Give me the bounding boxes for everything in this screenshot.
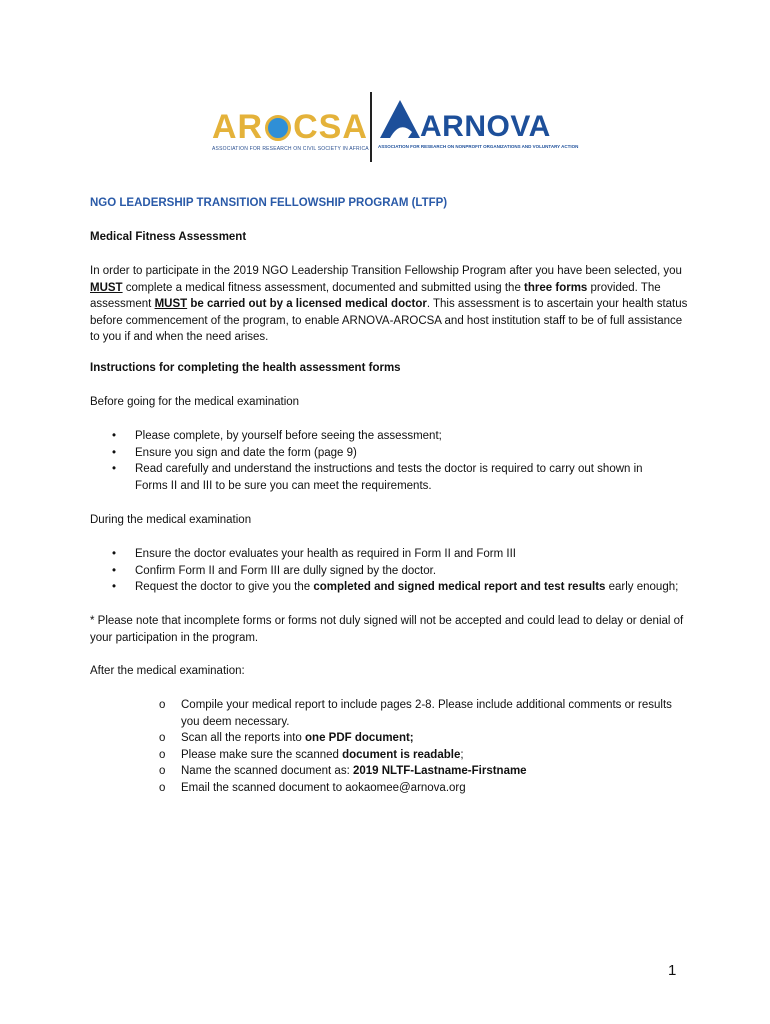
note-paragraph: * Please note that incomplete forms or forms not duly signed will not be accepted and could lead to delay or denial of your participation in the program. (90, 615, 684, 644)
arocsa-logo (212, 110, 372, 152)
list-item: o Email the scanned document to aokaomee@arnova.org (159, 781, 466, 794)
logo-divider (370, 92, 372, 162)
list-item: o Please make sure the scanned document is readable; (159, 748, 464, 761)
section-heading: Medical Fitness Assessment (90, 231, 247, 243)
arnova-logo (378, 98, 588, 149)
list-item: • Request the doctor to give you the completed and signed medical report and test results early enough; (112, 581, 679, 593)
arnova-triangle-icon (378, 98, 422, 142)
document-title: NGO LEADERSHIP TRANSITION FELLOWSHIP PROGRAM (LTFP) (90, 197, 448, 209)
list-item: o Name the scanned document as: 2019 NLTF-Lastname-Firstname (159, 765, 527, 777)
list-item: • Please complete, by yourself before seeing the assessment; (112, 430, 442, 442)
page-number: 1 (668, 962, 677, 979)
arocsa-wordmark: AR CSA (212, 108, 368, 146)
header-logos (200, 88, 600, 168)
intro-paragraph: In order to participate in the 2019 NGO Leadership Transition Fellowship Program after you have been selected, you MUST complete a medical fitness assessment, documented and submitted using the three forms provided. The assessment MUST be carried out by a licensed medical doctor. This assessment is to ascertain your health status before commencement of the program, to enable ARNOVA-AROCSA and host institution staff to be of full assistance to you if and when the need arises. (90, 265, 688, 343)
list-item: • Ensure the doctor evaluates your health as required in Form II and Form III (112, 548, 516, 560)
arnova-subtitle: ASSOCIATION FOR RESEARCH ON NONPROFIT ORGANIZATIONS AND VOLUNTARY ACTION (378, 144, 579, 149)
list-item: o Compile your medical report to include pages 2-8. Please include additional comments or results you deem necessary. (159, 699, 672, 728)
instructions-heading: Instructions for completing the health assessment forms (90, 362, 401, 374)
before-exam-label: Before going for the medical examination (90, 396, 300, 408)
list-item: • Confirm Form II and Form III are dully signed by the doctor. (112, 564, 437, 577)
after-exam-label: After the medical examination: (90, 665, 245, 677)
africa-globe-icon (265, 115, 291, 141)
list-item: • Read carefully and understand the instructions and tests the doctor is required to carry out shown in Forms II and III to be sure you can meet the requirements. (112, 463, 643, 492)
arnova-name: ARNOVA (420, 110, 551, 143)
list-item: o Scan all the reports into one PDF document; (159, 732, 414, 744)
arocsa-subtitle: ASSOCIATION FOR RESEARCH ON CIVIL SOCIETY IN AFRICA (212, 146, 369, 152)
list-item: • Ensure you sign and date the form (page 9) (112, 446, 357, 459)
during-exam-list (90, 546, 690, 596)
during-exam-label: During the medical examination (90, 514, 252, 526)
after-exam-list (90, 697, 690, 796)
before-exam-list (90, 428, 690, 494)
